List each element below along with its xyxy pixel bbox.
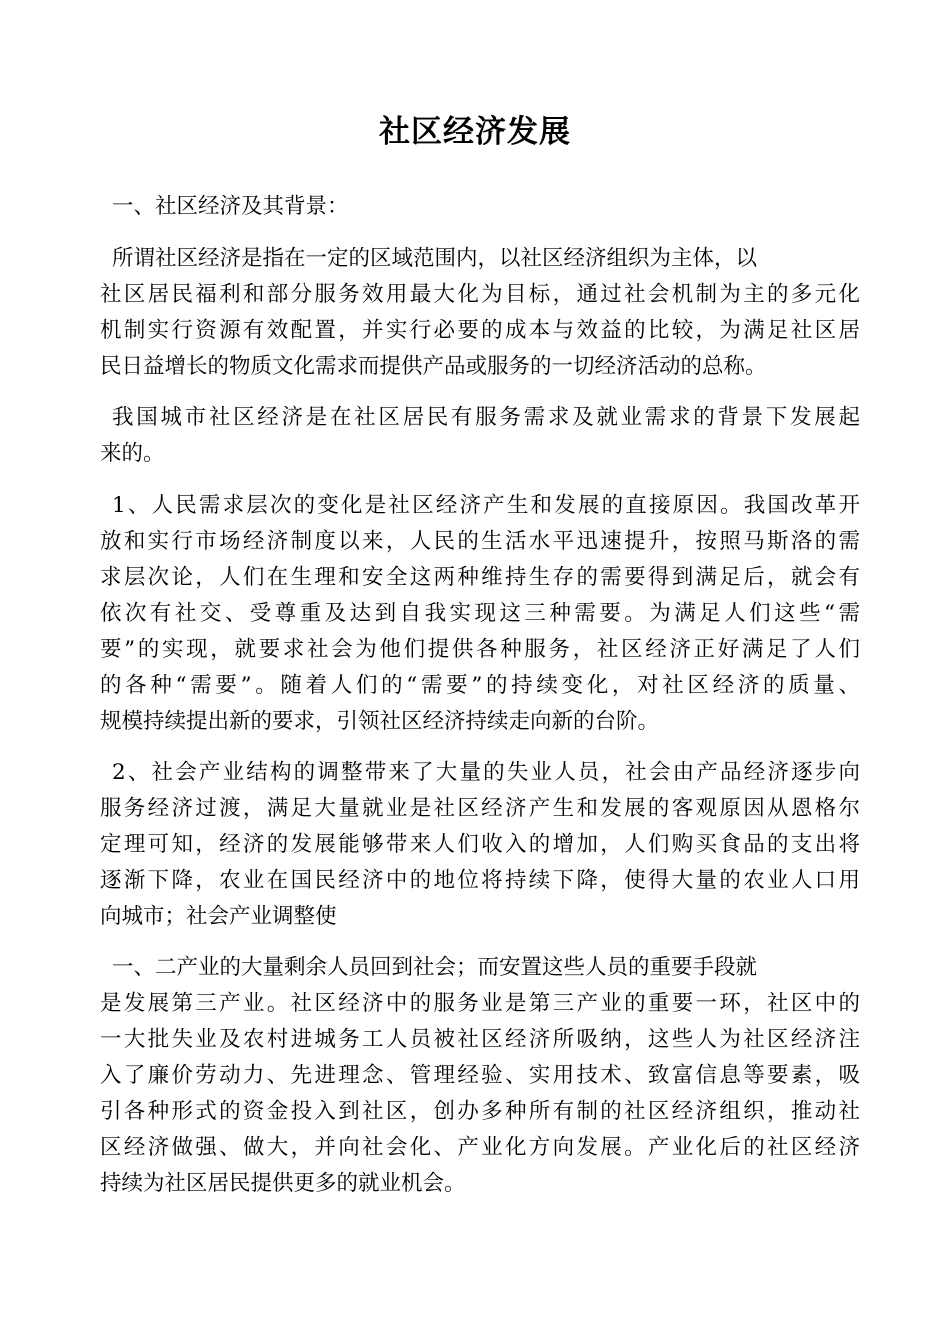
- paragraph-line: 区经济做强、做大，并向社会化、产业化方向发展。产业化后的社区经济: [100, 1135, 860, 1160]
- paragraph-line: 来的。: [100, 441, 165, 466]
- document-title: 社区经济发展: [379, 114, 571, 150]
- paragraph-line: 是发展第三产业。社区经济中的服务业是第三产业的重要一环，社区中的: [100, 991, 860, 1016]
- paragraph-line: 民日益增长的物质文化需求而提供产品或服务的一切经济活动的总称。: [100, 354, 767, 379]
- paragraph-line: 规模持续提出新的要求，引领社区经济持续走向新的台阶。: [100, 709, 660, 734]
- paragraph-line: 一、二产业的大量剩余人员回到社会；而安置这些人员的重要手段就: [112, 955, 758, 980]
- paragraph-line: 向城市；社会产业调整使: [100, 904, 337, 929]
- paragraph-line: 机制实行资源有效配置，并实行必要的成本与效益的比较，为满足社区居: [100, 318, 860, 343]
- paragraph-line: 放和实行市场经济制度以来，人民的生活水平迅速提升，按照马斯洛的需: [100, 529, 860, 554]
- paragraph-line: 2、社会产业结构的调整带来了大量的失业人员，社会由产品经济逐步向: [112, 760, 860, 785]
- paragraph-line: 求层次论，人们在生理和安全这两种维持生存的需要得到满足后，就会有: [100, 565, 860, 590]
- paragraph-line: 入了廉价劳动力、先进理念、管理经验、实用技术、致富信息等要素，吸: [100, 1063, 860, 1088]
- paragraph-line: 要”的实现，就要求社会为他们提供各种服务，社区经济正好满足了人们: [100, 637, 860, 662]
- paragraph-line: 定理可知，经济的发展能够带来人们收入的增加，人们购买食品的支出将: [100, 832, 860, 857]
- paragraph-line: 一大批失业及农村进城务工人员被社区经济所吸纳，这些人为社区经济注: [100, 1027, 860, 1052]
- paragraph-line: 我国城市社区经济是在社区居民有服务需求及就业需求的背景下发展起: [112, 405, 860, 430]
- paragraph-line: 逐渐下降，农业在国民经济中的地位将持续下降，使得大量的农业人口用: [100, 868, 860, 893]
- paragraph-line: 引各种形式的资金投入到社区，创办多种所有制的社区经济组织，推动社: [100, 1099, 860, 1124]
- section-heading: 一、社区经济及其背景：: [112, 194, 349, 219]
- paragraph-line: 所谓社区经济是指在一定的区域范围内，以社区经济组织为主体，以: [112, 246, 758, 271]
- paragraph-line: 社区居民福利和部分服务效用最大化为目标，通过社会机制为主的多元化: [100, 282, 860, 307]
- paragraph-line: 的各种“需要”。随着人们的“需要”的持续变化，对社区经济的质量、: [100, 673, 860, 698]
- paragraph-line: 服务经济过渡，满足大量就业是社区经济产生和发展的客观原因从恩格尔: [100, 796, 860, 821]
- paragraph-line: 1、人民需求层次的变化是社区经济产生和发展的直接原因。我国改革开: [112, 493, 860, 518]
- paragraph-line: 依次有社交、受尊重及达到自我实现这三种需要。为满足人们这些“需: [100, 601, 860, 626]
- paragraph-line: 持续为社区居民提供更多的就业机会。: [100, 1171, 466, 1196]
